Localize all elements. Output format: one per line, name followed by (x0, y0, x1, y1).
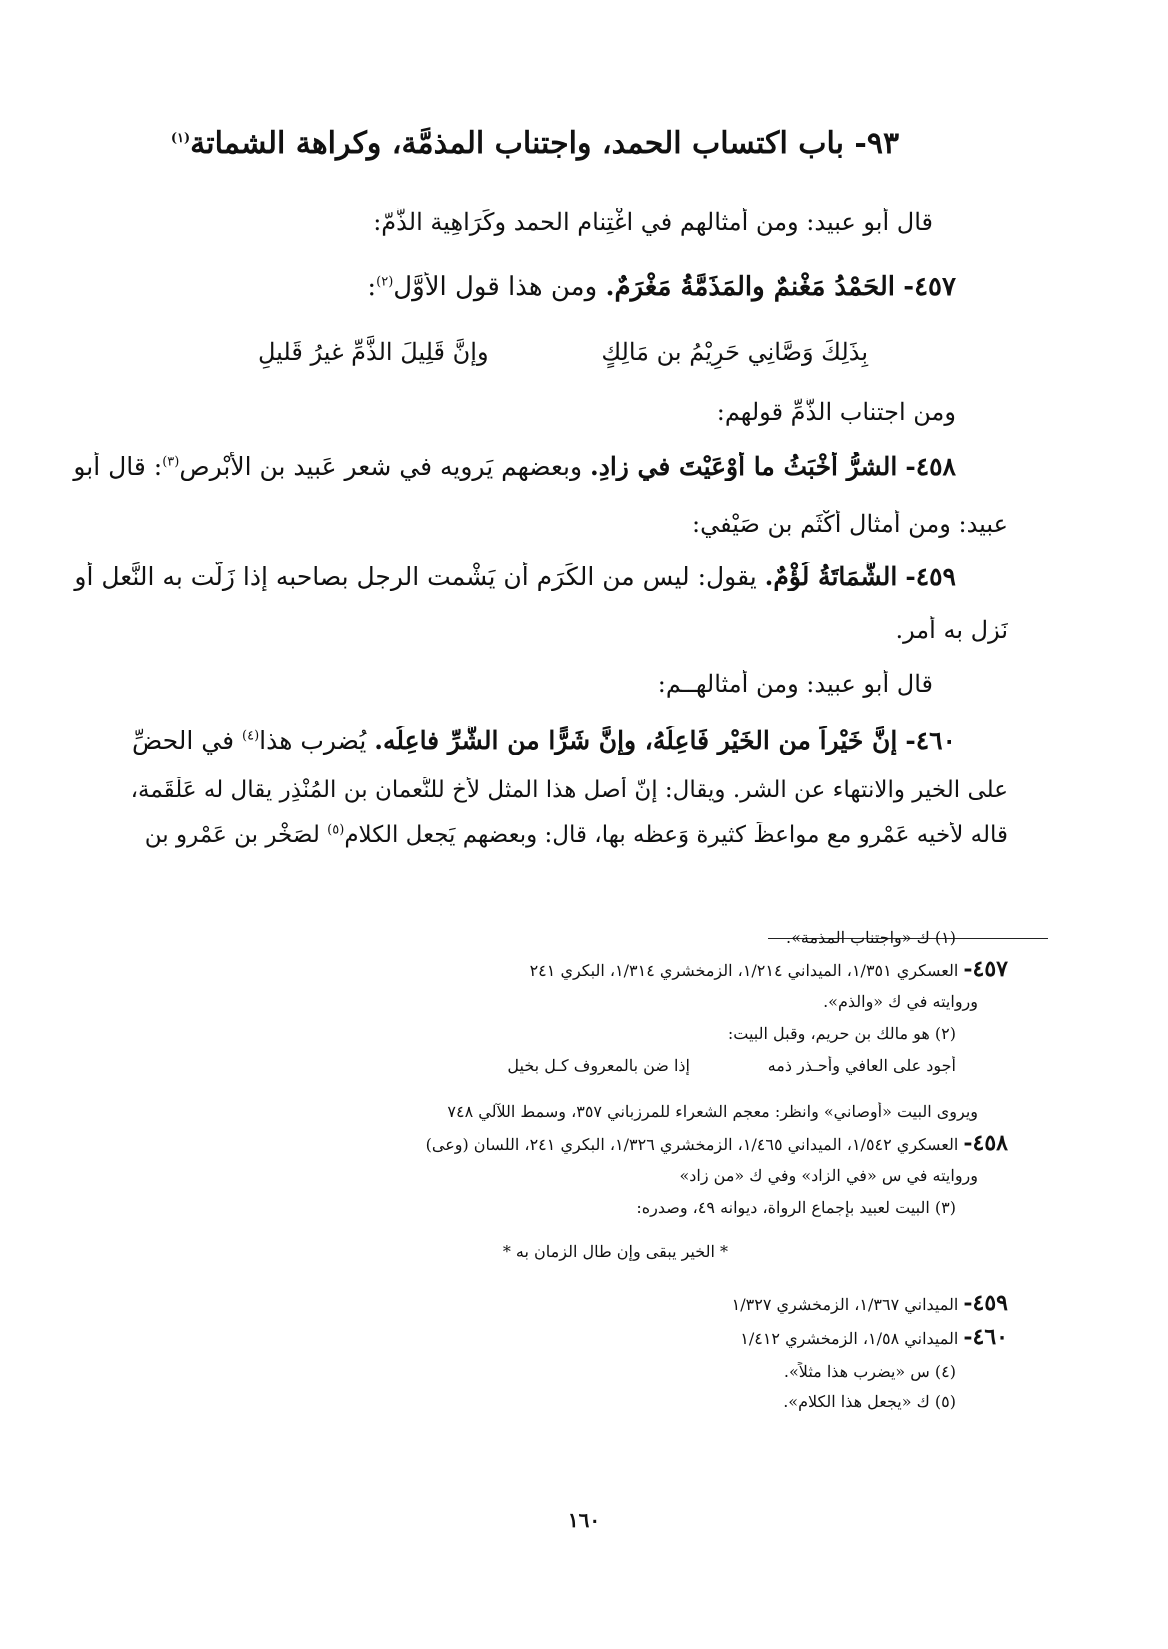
source-number: ٤٥٨- (963, 1130, 1008, 1156)
footnote-text: العسكري ١/٥٤٢، الميداني ١/٤٦٥، الزمخشري ١/٣٢٦، البكري ٢٤١، اللسان (وعى) (425, 1135, 959, 1154)
footnote-ref: (٢) (376, 274, 394, 290)
footnote-text: أجود على العافي وأحـذر ذمه (767, 1056, 956, 1075)
proverb-459 (56, 562, 956, 591)
footnote-ref: (٣) (162, 454, 180, 470)
footnote-text: * الخير يبقى وإن طال الزمان به * (502, 1242, 728, 1261)
body-text: عبيد: ومن أمثال أكْثَم بن صَيْفي: (692, 510, 1008, 538)
body-text: وبعضهم يَرويه في شعر عَبيد بن الأبْرص (179, 452, 583, 481)
footnote-verse-second (410, 1056, 690, 1075)
body-text: على الخير والانتهاء عن الشر. ويقال: إنّ أصل هذا المثل لأخٍ للنُّعمان بن المُنْذِر يقال له عَلْقَمة، (130, 777, 1008, 803)
footnote-line (178, 1102, 978, 1121)
footnote-text: العسكري ١/٣٥١، الميداني ١/٢١٤، الزمخشري ١/٣١٤، البكري ٢٤١ (529, 961, 959, 980)
body-line (78, 822, 1008, 848)
proverb-number: ٤٥٨- (905, 452, 956, 481)
footnote-line (278, 992, 978, 1011)
body-text: نَزل به أمر. (895, 616, 1008, 644)
body-line (108, 510, 1008, 538)
body-text: قال أبو عبيد: ومن أمثالهــم: (657, 670, 933, 698)
verse-second-hemistich: وإنَّ قَلِيلَ الذَّمِّ غيرُ قَليلِ (258, 338, 489, 366)
body-text: لصَخْر بن عَمْرو بن (144, 822, 320, 848)
body-text: : قال أبو (73, 452, 163, 481)
body-text: قاله لأخيه عَمْرو مع مواعظَ كثيرة وَعظه بها، قال: وبعضهم يَجعل الكلام (344, 822, 1008, 848)
source-458 (128, 1130, 1008, 1156)
proverb-text: الشَّمَاتَةُ لُؤْمٌ. (764, 562, 898, 591)
footnote-text: (١) ك «واجتناب المذمة». (786, 928, 956, 947)
source-number: ٤٥٧- (963, 956, 1008, 982)
page-number: ١٦٠ (567, 1508, 601, 1532)
footnote-text: وروايته في ك «والذم». (823, 992, 978, 1011)
source-460 (408, 1324, 1008, 1350)
body-line (356, 398, 956, 426)
footnote-text: إذا ضن بالمعروف كـل بخيل (507, 1056, 690, 1075)
proverb-460 (56, 726, 956, 755)
proverb-text: الشرُّ أخْبَثُ ما أوْعَيْتَ في زادِ. (590, 452, 898, 481)
footnote-text: (٣) البيت لعبيد بإجماع الرواة، ديوانه ٤٩، وصدره: (636, 1198, 956, 1217)
footnote-3 (256, 1198, 956, 1217)
source-number: ٤٦٠- (963, 1324, 1008, 1350)
body-text: ومن اجتناب الذَّمِّ قولهم: (716, 398, 956, 426)
body-line (133, 670, 933, 698)
body-text: يُضرب هذا (259, 726, 367, 755)
source-457 (148, 956, 1008, 982)
footnote-text: ويروى البيت «أوصاني» وانظر: معجم الشعراء للمرزباني ٣٥٧، وسمط اللآلي ٧٤٨ (447, 1102, 978, 1121)
footnote-ref: (٤) (242, 728, 260, 744)
footnote-text: الميداني ١/٥٨، الزمخشري ١/٤١٢ (740, 1329, 959, 1348)
footnote-4 (456, 1362, 956, 1381)
footnote-ref: (٥) (327, 822, 345, 838)
footnote-verse (328, 1242, 728, 1261)
body-line (78, 777, 1008, 803)
chapter-title-text: ٩٣- باب اكتساب الحمد، واجتناب المذمَّة، وكراهة الشماتة (190, 126, 900, 161)
body-line (108, 616, 1008, 644)
footnote-text: الميداني ١/٣٦٧، الزمخشري ١/٣٢٧ (731, 1295, 959, 1314)
footnote-verse-first (656, 1056, 956, 1075)
proverb-number: ٤٥٧- (903, 272, 956, 302)
footnote-text: (٢) هو مالك بن حريم، وقبل البيت: (727, 1024, 956, 1043)
footnote-2 (256, 1024, 956, 1043)
body-text: في الحضِّ (131, 726, 235, 755)
source-number: ٤٥٩- (963, 1290, 1008, 1316)
source-459 (408, 1290, 1008, 1316)
proverb-text: إنَّ خَيْراً من الخَيْر فَاعِلُهُ، وإنَّ شَرًّا من الشَّرِّ فاعِلُه. (374, 726, 898, 755)
proverb-text: الحَمْدُ مَغْنمٌ والمَذَمَّةُ مَغْرَمٌ. (605, 272, 896, 302)
proverb-457 (96, 272, 956, 302)
proverb-number: ٤٥٩- (905, 562, 956, 591)
footnote-text: (٤) س «يضرب هذا مثلاً». (783, 1362, 956, 1381)
body-line (133, 208, 933, 236)
proverb-458 (56, 452, 956, 481)
body-text: يقول: ليس من الكَرَم أن يَشْمت الرجل بصاحبه إذا زَلَّت به النَّعل أو (74, 562, 757, 591)
body-text: قال أبو عبيد: ومن أمثالهم في اغْتِنام الحمد وكَرَاهِية الذَّمّ: (373, 208, 933, 236)
footnote-5 (456, 1392, 956, 1411)
body-text: : (367, 272, 377, 302)
verse-first-hemistich: بِذَلِكَ وَصَّانِي حَرِيْمُ بن مَالِكٍ (601, 338, 868, 366)
footnote-line (278, 1166, 978, 1185)
proverb-number: ٤٦٠- (905, 726, 956, 755)
footnote-ref: (١) (170, 131, 191, 146)
footnote-1 (456, 928, 956, 947)
footnote-text: (٥) ك «يجعل هذا الكلام». (783, 1392, 956, 1411)
chapter-title (120, 126, 950, 161)
body-text: ومن هذا قول الأوَّل (393, 272, 598, 302)
footnote-text: وروايته في س «في الزاد» وفي ك «من زاد» (679, 1166, 978, 1185)
